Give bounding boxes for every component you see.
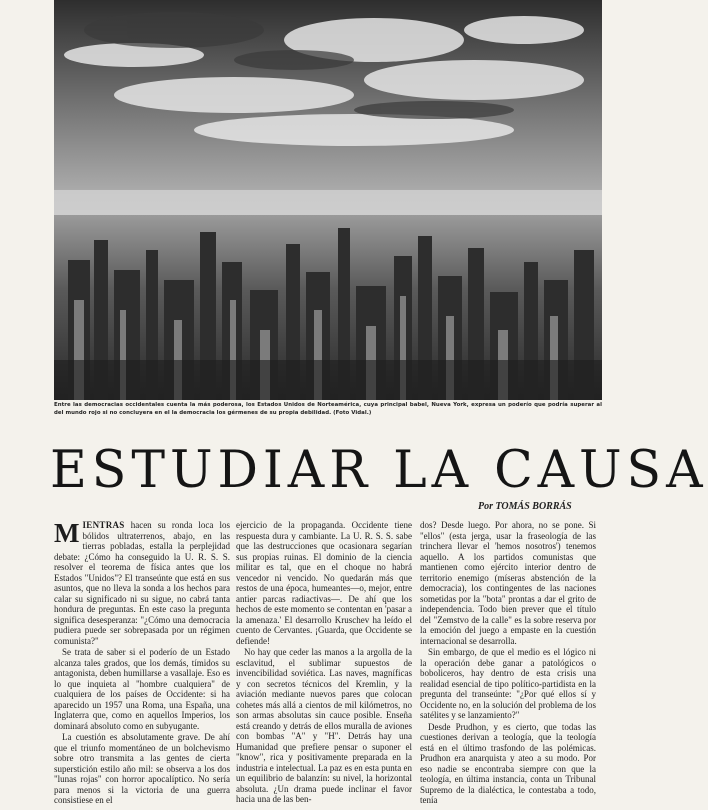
article-paragraph: Sin embargo, de que el medio es el lógico ni la operación debe ganar a patológicos o boboliceros, hay dentro de esta crisis una realidad esencial de tipo político-partidista en la pregunta del transeúnte: "¿Por qué ellos sí y Occidente no, en la solución del problema de los satélites y se lanzamiento?" [420,647,596,720]
article-paragraph: dos? Desde luego. Por ahora, no se pone. Si "ellos" (esta jerga, usar la fraseología de las trinchera llevar el 'hemos nosotros') tenemos aquello. A los partidos comunistas que mantienen como ejército interior dentro de territorio enemigo (míseras abstención de la democracia), los contingentes de las naciones sometidas por la "bota" prontas a dar el grito de independencia. Todo bien prever que el título del "Zemstvo de la calle" es la sobre reserva por la emoción del juego a empaste en la cuestión internacional se desarrolla. [420,520,596,646]
article-paragraph: La cuestión es absolutamente grave. De ahí que el triunfo momentáneo de un bolchevismo sobre otro transmita a las gentes de cierta superstición estilo año mil: se observa a los dos "lunas rojas" con horror apocalíptico. No sería para menos si la victoria de una guerra consistiese en el [54,732,230,805]
article-column-1 [54,520,230,810]
article-column-3 [420,520,596,810]
drop-cap: M [54,518,80,548]
article-paragraph [54,520,230,646]
skyline-photo-graphic [54,0,602,400]
paragraph-text: hacen su ronda loca los bólidos ultraterrenos, abajo, en las tierras pobladas, estalla la perplejidad debate: ¿Cómo ha conseguido la U. R. S. S. resolver el teorema de física antes que los Estados "Unidos"? El transeúnte que está en sus asuntos, que no lleva la sonda a los hechos para calar su significado ni su sigue, no cabrá tanta hondura de preguntas. En este caso la pregunta significa desesperanza: "¿Cómo una democracia pudiera puede ser sobrepasada por un régimen comunista?" [54,520,230,646]
headline: ESTUDIAR LA CAUSA [50,441,708,500]
byline: Por TOMÁS BORRÁS [478,501,572,512]
article-paragraph: Desde Prudhon, y es cierto, que todas las cuestiones derivan a teología, que la teología está en el último trasfondo de las polémicas. Prudhon era anarquista y ateo a su modo. Por eso nadie se encontraba siempre con que la teología, en última instancia, conta un Tribunal Supremo de la dialéctica, le contestaba a todo, tenía [420,721,596,805]
article-paragraph: ejercicio de la propaganda. Occidente tiene respuesta dura y cambiante. La U. R. S. S. sabe que las destrucciones que ocasionara segarían sus propias ruinas. El dominio de la ciencia militar es tal, que en el choque no habrá vencedor ni vencido. No quedarán más que restos de una época, humeantes—o, mejor, entre antier parcas radiactivas—. De ahí que los hechos de este momento se contentan en 'pasar a la amenaza.' El desarrollo Kruschev ha leído el cuento de Cervantes. ¡Guarda, que Occidente se defiende! [236,520,412,646]
article-paragraph: No hay que ceder las manos a la argolla de la esclavitud, el sublimar supuestos de invencibilidad soviética. Las naves, magníficas y con secretos técnicos del Kremlin, y la aviación mediante nuevos pares que colocan cohetes más allá a cientos de mil kilómetros, no son armas absolutas sin cauce posible. Enseña está creando y detrás de ellos muralla de aviones con bombas "A" y "H". Detrás hay una Humanidad que prefiere pensar o suponer el "know", rica y positivamente preparada en la industria e intelectual. La paz es en esta punta en un equilibrio de balanzín: su nivel, la horizontal absoluta. ¿Un drama puede inclinar el favor hacia una de las ben- [236,647,412,804]
skyline-photo [54,0,602,400]
article-column-2 [236,520,412,810]
article-paragraph: Se trata de saber si el poderío de un Estado alcanza tales grados, que los demás, tímidos su antagonista, deben humillarse a vasallaje. Eso es lo que inquieta al "hombre cualquiera" de cualquiera de los países de Occidente: si ha aparecido un 1957 una Roma, una España, una Inglaterra que, como en aquellos Imperios, los dominará absoluto como en subyugante. [54,647,230,731]
lead-word: IENTRAS [82,520,125,530]
photo-caption: Entre las democracias occidentales cuenta la más poderosa, los Estados Unidos de Norteamérica, cuya principal babel, Nueva York, expresa un poderío que podría superar al del mundo rojo si no concluyera en el la democracia los gérmenes de su propia debilidad. (Foto Vidal.) [54,402,602,416]
